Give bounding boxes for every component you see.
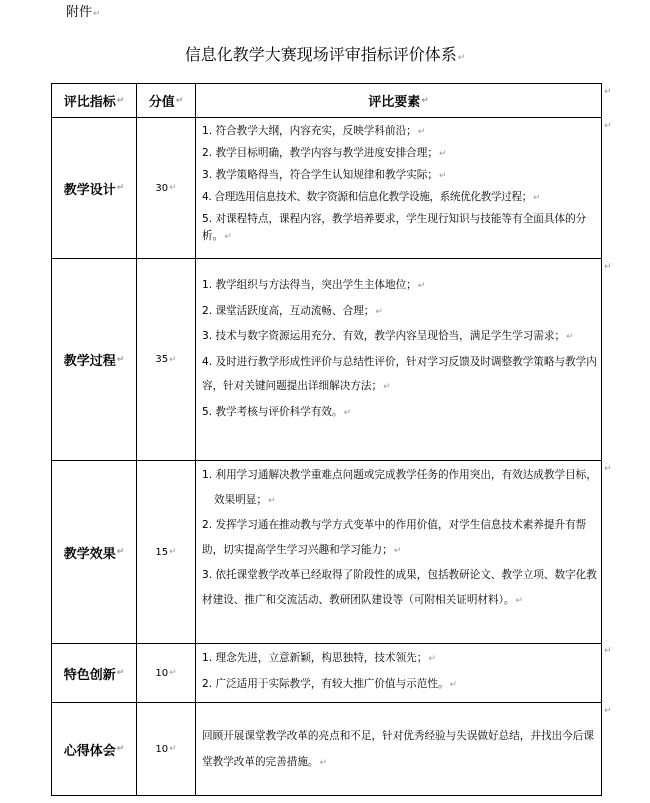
score-text: 35 <box>155 354 169 365</box>
header-indicator-text: 评比指标 <box>63 95 116 110</box>
end-of-row-mark: ↵ <box>604 121 612 131</box>
element-item: 2. 课堂活跃度高，互动流畅、合理；↵ <box>202 304 383 317</box>
evaluation-table <box>51 83 602 796</box>
element-item: 4. 及时进行教学形成性评价与总结性评价，针对学习反馈及时调整教学策略与教学内容，针对关键问题提出详细解决方法；↵ <box>202 355 597 392</box>
element-item: 1. 符合教学大纲，内容充实，反映学科前沿；↵ <box>202 125 426 137</box>
element-item: 3. 教学策略得当，符合学生认知规律和教学实际；↵ <box>202 169 447 181</box>
header-score-text: 分值 <box>148 95 175 110</box>
score-cell: 15 ↵ <box>155 546 177 558</box>
header-elements: 评比要素 ↵ <box>196 84 601 117</box>
element-item: 1. 利用学习通解决教学重难点问题或完成教学任务的作用突出，有效达成教学目标，效果明显；↵ <box>202 469 597 506</box>
elements-cell <box>196 646 601 698</box>
end-of-row-mark: ↵ <box>604 464 612 474</box>
element-item: 2. 教学目标明确，教学内容与教学进度安排合理；↵ <box>202 147 447 159</box>
element-item: 2. 发挥学习通在推动教与学方式变革中的作用价值，对学生信息技术素养提升有帮助，切实提高学生学习兴趣和学习能力；↵ <box>202 519 587 556</box>
elements-cell <box>196 463 601 613</box>
element-item: 回顾开展课堂教学改革的亮点和不足，针对优秀经验与失误做好总结，并找出今后课堂教学改革的完善措施。↵ <box>202 730 594 768</box>
score-text: 10 <box>155 667 169 679</box>
element-item: 5. 对课程特点，课程内容，教学培养要求，学生现行知识与技能等有全面具体的分析。↵ <box>202 213 587 242</box>
score-text: 30 <box>155 182 169 194</box>
element-item: 1. 理念先进，立意新颖，构思独特，技术领先；↵ <box>202 652 436 664</box>
header-indicator: 评比指标 ↵ <box>52 84 136 117</box>
element-item: 1. 教学组织与方法得当，突出学生主体地位；↵ <box>202 279 426 291</box>
score-cell: 30 ↵ <box>155 182 177 194</box>
indicator-text: 教学过程 <box>63 354 116 369</box>
table-border-right <box>601 83 602 796</box>
indicator-text: 特色创新 <box>63 667 116 683</box>
score-text: 10 <box>155 743 169 755</box>
score-text: 15 <box>155 546 169 558</box>
indicator-cell: 教学设计 ↵ <box>52 118 136 258</box>
indicator-cell: 心得体会 ↵ <box>52 703 136 795</box>
indicator-text: 教学效果 <box>63 546 116 562</box>
indicator-text: 教学设计 <box>63 182 116 198</box>
element-item: 4. 合理选用信息技术、数字资源和信息化教学设施，系统优化教学过程；↵ <box>202 191 541 203</box>
indicator-cell: 特色创新 ↵ <box>52 644 136 702</box>
end-of-row-mark: ↵ <box>604 87 612 97</box>
score-cell: 10 ↵ <box>155 667 177 679</box>
title-text: 信息化教学大赛现场评审指标评价体系 <box>184 45 457 64</box>
score-cell: 10 ↵ <box>155 743 177 755</box>
header-score: 分值 ↵ <box>137 84 195 117</box>
element-item: 2. 广泛适用于实际教学，有较大推广价值与示范性。↵ <box>202 678 458 690</box>
end-of-row-mark: ↵ <box>604 706 612 716</box>
page-title: 信息化教学大赛现场评审指标评价体系↵ <box>184 45 466 64</box>
table-border-bottom <box>51 795 602 796</box>
header-elements-text: 评比要素 <box>368 95 421 110</box>
element-item: 3. 技术与数字资源运用充分、有效，教学内容呈现恰当，满足学生学习需求；↵ <box>202 330 574 342</box>
element-item: 5. 教学考核与评价科学有效。↵ <box>202 405 352 418</box>
indicator-text: 心得体会 <box>63 743 116 759</box>
indicator-cell: 教学效果 ↵ <box>52 461 136 643</box>
end-of-row-mark: ↵ <box>604 646 612 656</box>
elements-cell <box>196 723 601 776</box>
element-item: 3. 依托课堂教学改革已经取得了阶段性的成果，包括教研论文、教学立项、数字化教材建设、推广和交流活动、教研团队建设等（可附相关证明材料）。↵ <box>202 569 597 606</box>
score-cell: 35 ↵ <box>155 354 177 365</box>
attachment-text: 附件 <box>66 5 93 20</box>
indicator-cell: 教学过程 ↵ <box>52 259 136 460</box>
end-of-row-mark: ↵ <box>604 262 612 272</box>
elements-cell <box>196 273 601 425</box>
attachment-label: 附件↵ <box>66 5 101 20</box>
elements-cell <box>196 121 601 246</box>
